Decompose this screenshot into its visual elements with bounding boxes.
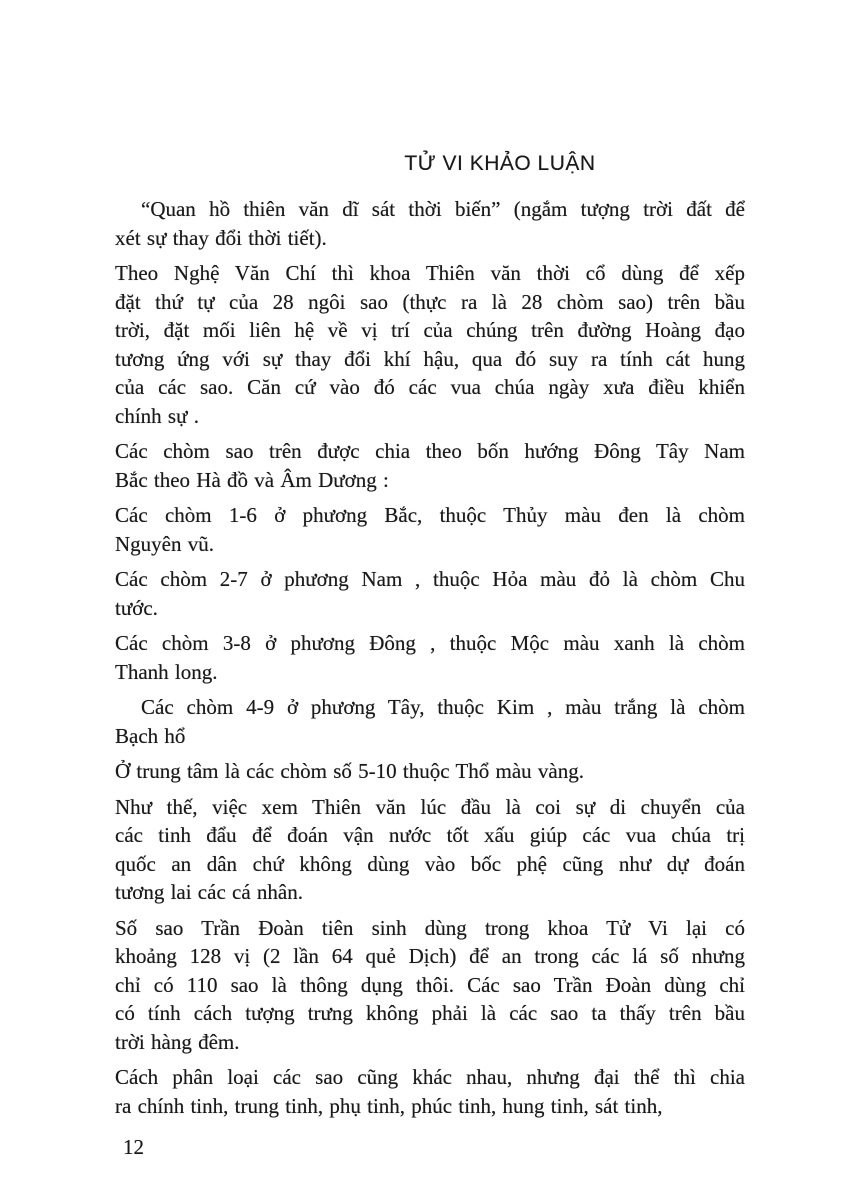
text-line: Các chòm 1-6 ở phương Bắc, thuộc Thủy màu đen là chòm [115, 503, 745, 527]
text-line: Các chòm 4-9 ở phương Tây, thuộc Kim , màu trắng là chòm [141, 695, 745, 719]
paragraph [115, 565, 745, 622]
paragraph [115, 757, 745, 786]
text-line: khoảng 128 vị (2 lần 64 quẻ Dịch) để an trong các lá số nhưng [115, 944, 745, 968]
text-line: có tính cách tượng trưng không phải là các sao ta thấy trên bầu [115, 1001, 745, 1025]
text-line: xét sự thay đổi thời tiết). [115, 225, 327, 250]
paragraph [115, 693, 745, 750]
text-line: Cách phân loại các sao cũng khác nhau, nhưng đại thể thì chia [115, 1065, 745, 1089]
paragraph [115, 914, 745, 1057]
text-line: Ở trung tâm là các chòm số 5-10 thuộc Thổ màu vàng. [115, 759, 585, 783]
page-title: TỬ VI KHẢO LUẬN [404, 152, 596, 175]
text-line: tước. [115, 595, 158, 620]
text-line: “Quan hồ thiên văn dĩ sát thời biến” (ngắm tượng trời đất để [141, 197, 745, 221]
paragraph [115, 259, 745, 430]
page-body [115, 195, 745, 1120]
text-line: trời, đặt mối liên hệ về vị trí của chúng trên đường Hoàng đạo [115, 318, 745, 342]
paragraph [115, 437, 745, 494]
text-line: Theo Nghệ Văn Chí thì khoa Thiên văn thời cổ dùng để xếp [115, 261, 745, 285]
text-line: Các chòm 2-7 ở phương Nam , thuộc Hỏa màu đỏ là chòm Chu [115, 567, 745, 591]
paragraph [115, 1063, 745, 1120]
text-line: của các sao. Căn cứ vào đó các vua chúa ngày xưa điều khiển [115, 375, 745, 399]
text-line: Như thế, việc xem Thiên văn lúc đầu là coi sự di chuyển của [115, 794, 745, 819]
text-line: đặt thứ tự của 28 ngôi sao (thực ra là 28 chòm sao) trên bầu [115, 289, 745, 314]
paragraph [115, 629, 745, 686]
paragraph [115, 793, 745, 907]
text-line: Nguyên vũ. [115, 531, 214, 556]
text-line: quốc an dân chứ không dùng vào bốc phệ cũng như dự đoán [115, 851, 745, 876]
text-line: ra chính tinh, trung tinh, phụ tinh, phúc tinh, hung tinh, sát tinh, [115, 1093, 663, 1118]
text-line: các tinh đẩu để đoán vận nước tốt xấu giúp các vua chúa trị [115, 823, 745, 847]
text-line: tương lai các cá nhân. [115, 880, 303, 904]
text-line: Bạch hổ [115, 723, 186, 748]
text-line: chính sự . [115, 403, 199, 428]
paragraph [115, 501, 745, 558]
text-line: Các chòm sao trên được chia theo bốn hướng Đông Tây Nam [115, 439, 745, 463]
text-line: tương ứng với sự thay đổi khí hậu, qua đó suy ra tính cát hung [115, 346, 745, 371]
text-line: Bắc theo Hà đồ và Âm Dương : [115, 467, 389, 492]
text-line: chỉ có 110 sao là thông dụng thôi. Các sao Trần Đoàn dùng chỉ [115, 972, 745, 997]
text-line: Các chòm 3-8 ở phương Đông , thuộc Mộc màu xanh là chòm [115, 631, 745, 655]
page-number: 12 [123, 1135, 144, 1159]
text-line: Thanh long. [115, 659, 218, 684]
text-line: trời hàng đêm. [115, 1029, 240, 1054]
text-line: Số sao Trần Đoàn tiên sinh dùng trong khoa Tử Vi lại có [115, 915, 745, 940]
paragraph [115, 195, 745, 252]
